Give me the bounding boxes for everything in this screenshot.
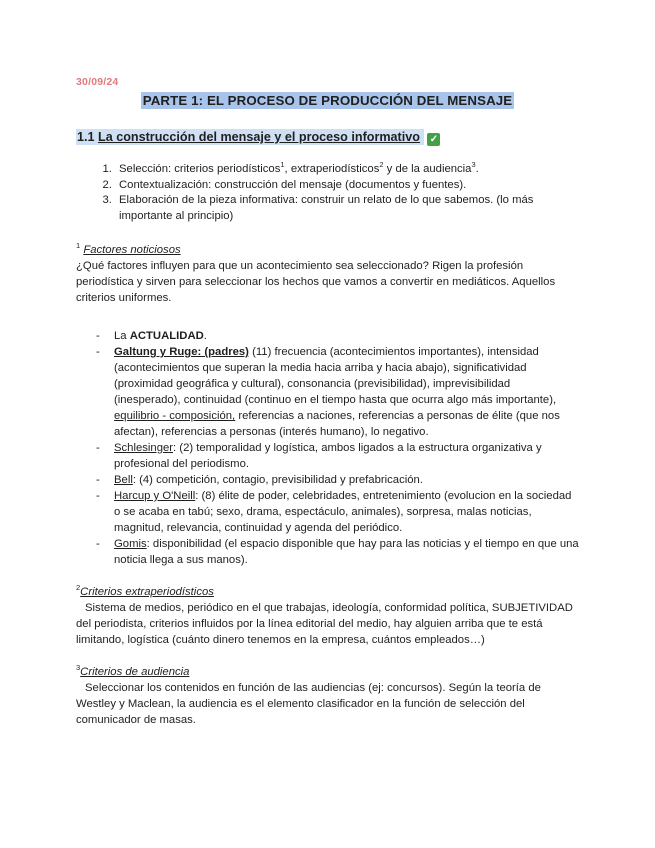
step-text: Selección: criterios periodísticos [119,163,281,175]
item-underlined: equilibrio - composición, [114,410,236,422]
footnote-ref: 2 [379,160,384,170]
item-text: : (4) competición, contagio, previsibilidad y prefabricación. [132,474,423,486]
list-item: 3. Elaboración de la pieza informativa: construir un relato de lo que sabemos. (lo más importante al principio) [115,193,579,224]
step-text: y de la audiencia [383,163,472,175]
author-name: Harcup y O'Neill [114,490,196,502]
item-bold: ACTUALIDAD [129,330,204,342]
footnote-text: Seleccionar los contenidos en función de las audiencias (ej: concursos). Según la teoría de Westley y Maclean, la audiencia es el elemento clasificador en la función de selección del comunicador de masas. [76,682,541,726]
section-number: 1.1 [77,130,95,144]
step-text: , extraperiodísticos [284,163,380,175]
section-heading [76,130,579,146]
footnote-heading [76,664,579,680]
author-name: Bell [114,474,133,486]
footnote-number: 3 [76,663,81,673]
list-item: 2. Contextualización: construcción del mensaje (documentos y fuentes). [115,178,579,194]
date-label: 30/09/24 [76,76,119,88]
author-name: Galtung y Ruge: (padres) [114,346,249,358]
author-name: Schlesinger [114,442,174,454]
news-factors-list [76,328,579,568]
check-mark-icon: ✓ [427,133,440,146]
footnote-number: 2 [76,583,81,593]
process-steps-list [76,162,579,224]
footnote-text: Sistema de medios, periódico en el que trabajas, ideología, conformidad política, SUBJETIVIDAD del periodista, criterios influidos por la línea editorial del medio, hay alguien arriba que te está limitando, logística (cuánto dinero tenemos en la empresa, cuántos empleados…) [76,602,573,646]
footnote-title: Criterios extraperiodísticos [80,586,214,598]
footnote-number: 1 [76,241,81,251]
footnote-title: Criterios de audiencia [80,666,190,678]
list-item [114,328,579,344]
footnote-title: Factores noticiosos [83,244,181,256]
list-item [114,488,579,536]
item-text: : (2) temporalidad y logística, ambos ligados a la estructura organizativa y profesional del periodismo. [114,442,542,470]
section-heading-highlight [76,129,424,145]
item-text: referencias a naciones, referencias a personas de élite (que nos afectan), referencias a personas (interés humano), lo negativo. [114,410,560,438]
page-title-text: PARTE 1: EL PROCESO DE PRODUCCIÓN DEL MENSAJE [142,93,513,108]
page-title [76,93,579,108]
footnote-heading [76,584,579,600]
item-text: La [114,330,130,342]
item-text: : (8) élite de poder, celebridades, entretenimiento (evolucion en la sociedad o se acaba en tabú; sexo, drama, espectáculo, animales), sorpresa, malas noticias, magnitud, relevancia, continuidad y agenda del periódico. [114,490,572,534]
list-item [115,162,579,178]
footnote-intro: ¿Qué factores influyen para que un acontecimiento sea seleccionado? Rigen la profesión periodística y sirven para seleccionar los hechos que vamos a convertir en mediáticos. Aquellos criterios uniformes. [76,260,556,304]
list-item [114,472,579,488]
footnote-ref: 3 [471,160,476,170]
document-page [76,76,579,728]
list-item [114,344,579,440]
item-text: : disponibilidad (el espacio disponible que hay para las noticias y el tiempo en que una noticia llega a sus manos). [114,538,579,566]
section-title: La construcción del mensaje y el proceso informativo [98,130,420,144]
footnote-ref: 1 [280,160,285,170]
list-item [114,536,579,568]
list-item [114,440,579,472]
footnote-heading [76,242,579,258]
item-text: . [203,330,207,342]
step-text: . [475,163,479,175]
author-name: Gomis [114,538,147,550]
item-text: (11) frecuencia (acontecimientos importantes), intensidad (acontecimientos que superan la media hacia arriba y hacia abajo), significatividad (proximidad geográfica y cultural), consonancia (previsibilidad), imprevisibilidad (inesperado), continuidad (continuo en el tiempo hasta que ocurra algo más importante), [114,346,557,406]
